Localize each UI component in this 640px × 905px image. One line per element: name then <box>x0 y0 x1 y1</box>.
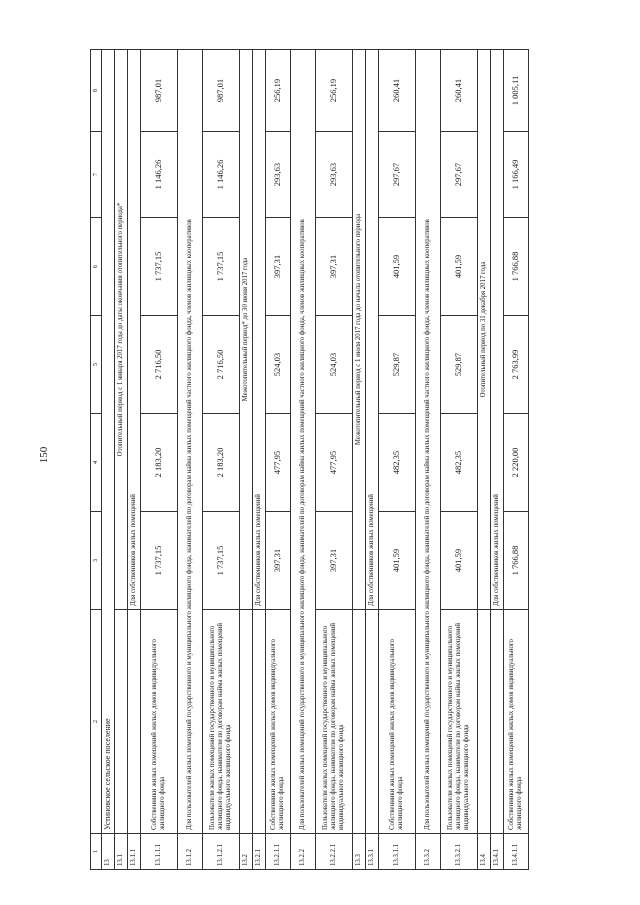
row-code: 13.2 <box>240 834 253 870</box>
row-code: 13.2.1.1 <box>266 834 291 870</box>
column-number: 5 <box>91 316 102 414</box>
group-title: Для пользователей жилых помещений государственного и муниципального жилищного фонда, нанимателей по договорам найма жилых помещений частного жилищного фонда, членов жилищных кооперативов <box>178 50 203 834</box>
value-cell: 297,67 <box>441 132 478 218</box>
table-row <box>203 50 240 870</box>
section-row <box>102 50 115 870</box>
subgroup-row <box>366 50 379 870</box>
row-spacer <box>491 610 504 834</box>
value-cell: 397,31 <box>316 218 353 316</box>
value-cell: 987,01 <box>203 50 240 132</box>
table-row <box>441 50 478 870</box>
page-number: 150 <box>38 446 50 464</box>
value-cell: 2 716,50 <box>141 316 178 414</box>
value-cell: 477,95 <box>266 414 291 512</box>
value-cell: 1 737,15 <box>203 512 240 610</box>
row-name: Собственники жилых помещений жилых домов индивидуального жилищного фонда <box>379 610 416 834</box>
group-row <box>178 50 203 870</box>
column-number: 6 <box>91 218 102 316</box>
value-cell: 987,01 <box>141 50 178 132</box>
table-row <box>379 50 416 870</box>
period-row <box>478 50 491 870</box>
group-row <box>416 50 441 870</box>
column-number: 2 <box>91 610 102 834</box>
row-spacer <box>366 610 379 834</box>
value-cell: 1 737,15 <box>141 218 178 316</box>
row-name: Собственники жилых помещений жилых домов индивидуального жилищного фонда <box>141 610 178 834</box>
period-title: Межотопительный период* до 30 июня 2017 года <box>240 50 253 610</box>
subgroup-row <box>491 50 504 870</box>
value-cell: 2 220,00 <box>504 414 529 512</box>
value-cell: 260,41 <box>379 50 416 132</box>
value-cell: 293,63 <box>266 132 291 218</box>
value-cell: 2 183,20 <box>141 414 178 512</box>
row-spacer <box>478 610 491 834</box>
row-name: Пользователи жилых помещений государственного и муниципального жилищного фонда, наниматели по договорам найма жилых помещений индивидуального жилищного фонда <box>441 610 478 834</box>
value-cell: 397,31 <box>316 512 353 610</box>
value-cell: 2 716,50 <box>203 316 240 414</box>
value-cell: 256,19 <box>316 50 353 132</box>
row-name: Пользователи жилых помещений государственного и муниципального жилищного фонда, наниматели по договорам найма жилых помещений индивидуального жилищного фонда <box>203 610 240 834</box>
row-code: 13.3 <box>353 834 366 870</box>
tariff-table <box>90 49 529 870</box>
row-name: Собственники жилых помещений жилых домов индивидуального жилищного фонда <box>504 610 529 834</box>
row-code: 13.1.1 <box>128 834 141 870</box>
row-name: Собственники жилых помещений жилых домов индивидуального жилищного фонда <box>266 610 291 834</box>
period-row <box>353 50 366 870</box>
subgroup-title: Для собственников жилых помещений <box>366 50 379 610</box>
period-title: Отопительный период по 31 декабря 2017 года <box>478 50 491 610</box>
group-title: Для пользователей жилых помещений государственного и муниципального жилищного фонда, нанимателей по договорам найма жилых помещений частного жилищного фонда, членов жилищных кооперативов <box>291 50 316 834</box>
rotated-page <box>90 50 523 870</box>
row-code: 13.1.1.1 <box>141 834 178 870</box>
subgroup-title: Для собственников жилых помещений <box>491 50 504 610</box>
value-cell: 529,87 <box>379 316 416 414</box>
column-number: 1 <box>91 834 102 870</box>
group-title: Для пользователей жилых помещений государственного и муниципального жилищного фонда, нанимателей по договорам найма жилых помещений частного жилищного фонда, членов жилищных кооперативов <box>416 50 441 834</box>
value-cell: 477,95 <box>316 414 353 512</box>
value-cell: 482,35 <box>379 414 416 512</box>
value-cell: 1 766,88 <box>504 218 529 316</box>
table-row <box>266 50 291 870</box>
value-cell: 1 737,15 <box>203 218 240 316</box>
value-cell: 1 005,11 <box>504 50 529 132</box>
row-code: 13.4 <box>478 834 491 870</box>
value-cell: 482,35 <box>441 414 478 512</box>
value-cell: 256,19 <box>266 50 291 132</box>
row-spacer <box>253 610 266 834</box>
column-number: 4 <box>91 414 102 512</box>
value-cell: 397,31 <box>266 218 291 316</box>
row-code: 13.3.2.1 <box>441 834 478 870</box>
row-code: 13.2.2 <box>291 834 316 870</box>
value-cell: 1 766,88 <box>504 512 529 610</box>
row-spacer <box>115 610 128 834</box>
column-number: 3 <box>91 512 102 610</box>
period-title: Отопительный период с 1 января 2017 года до даты окончания отопительного периода* <box>115 50 128 610</box>
row-code: 13.1 <box>115 834 128 870</box>
row-code: 13.1.2 <box>178 834 203 870</box>
value-cell: 1 737,15 <box>141 512 178 610</box>
section-code: 13 <box>102 834 115 870</box>
table-body <box>91 50 529 870</box>
row-code: 13.3.2 <box>416 834 441 870</box>
value-cell: 2 763,99 <box>504 316 529 414</box>
period-row <box>115 50 128 870</box>
row-name: Пользователи жилых помещений государственного и муниципального жилищного фонда, наниматели по договорам найма жилых помещений индивидуального жилищного фонда <box>316 610 353 834</box>
row-code: 13.1.2.1 <box>203 834 240 870</box>
row-code: 13.3.1.1 <box>379 834 416 870</box>
column-number: 7 <box>91 132 102 218</box>
value-cell: 529,87 <box>441 316 478 414</box>
column-number: 8 <box>91 50 102 132</box>
value-cell: 2 183,20 <box>203 414 240 512</box>
subgroup-title: Для собственников жилых помещений <box>128 50 141 610</box>
column-number-row <box>91 50 102 870</box>
table-row <box>504 50 529 870</box>
row-code: 13.2.1 <box>253 834 266 870</box>
value-cell: 401,59 <box>441 512 478 610</box>
value-cell: 401,59 <box>379 512 416 610</box>
value-cell: 297,67 <box>379 132 416 218</box>
value-cell: 401,59 <box>379 218 416 316</box>
value-cell: 260,41 <box>441 50 478 132</box>
table-row <box>141 50 178 870</box>
subgroup-row <box>253 50 266 870</box>
value-cell: 524,03 <box>266 316 291 414</box>
table-row <box>316 50 353 870</box>
row-code: 13.2.2.1 <box>316 834 353 870</box>
value-cell: 401,59 <box>441 218 478 316</box>
row-spacer <box>128 610 141 834</box>
value-cell: 1 146,26 <box>141 132 178 218</box>
subgroup-row <box>128 50 141 870</box>
value-cell: 397,31 <box>266 512 291 610</box>
group-row <box>291 50 316 870</box>
row-code: 13.4.1 <box>491 834 504 870</box>
value-cell: 293,63 <box>316 132 353 218</box>
period-row <box>240 50 253 870</box>
value-cell: 1 146,26 <box>203 132 240 218</box>
period-title: Межотопительный период с 1 июля 2017 года до начала отопительного периода <box>353 50 366 610</box>
row-spacer <box>353 610 366 834</box>
subgroup-title: Для собственников жилых помещений <box>253 50 266 610</box>
value-cell: 524,03 <box>316 316 353 414</box>
value-cell: 1 166,49 <box>504 132 529 218</box>
row-code: 13.3.1 <box>366 834 379 870</box>
row-code: 13.4.1.1 <box>504 834 529 870</box>
section-title: Устиновское сельское поселение <box>102 50 115 834</box>
row-spacer <box>240 610 253 834</box>
